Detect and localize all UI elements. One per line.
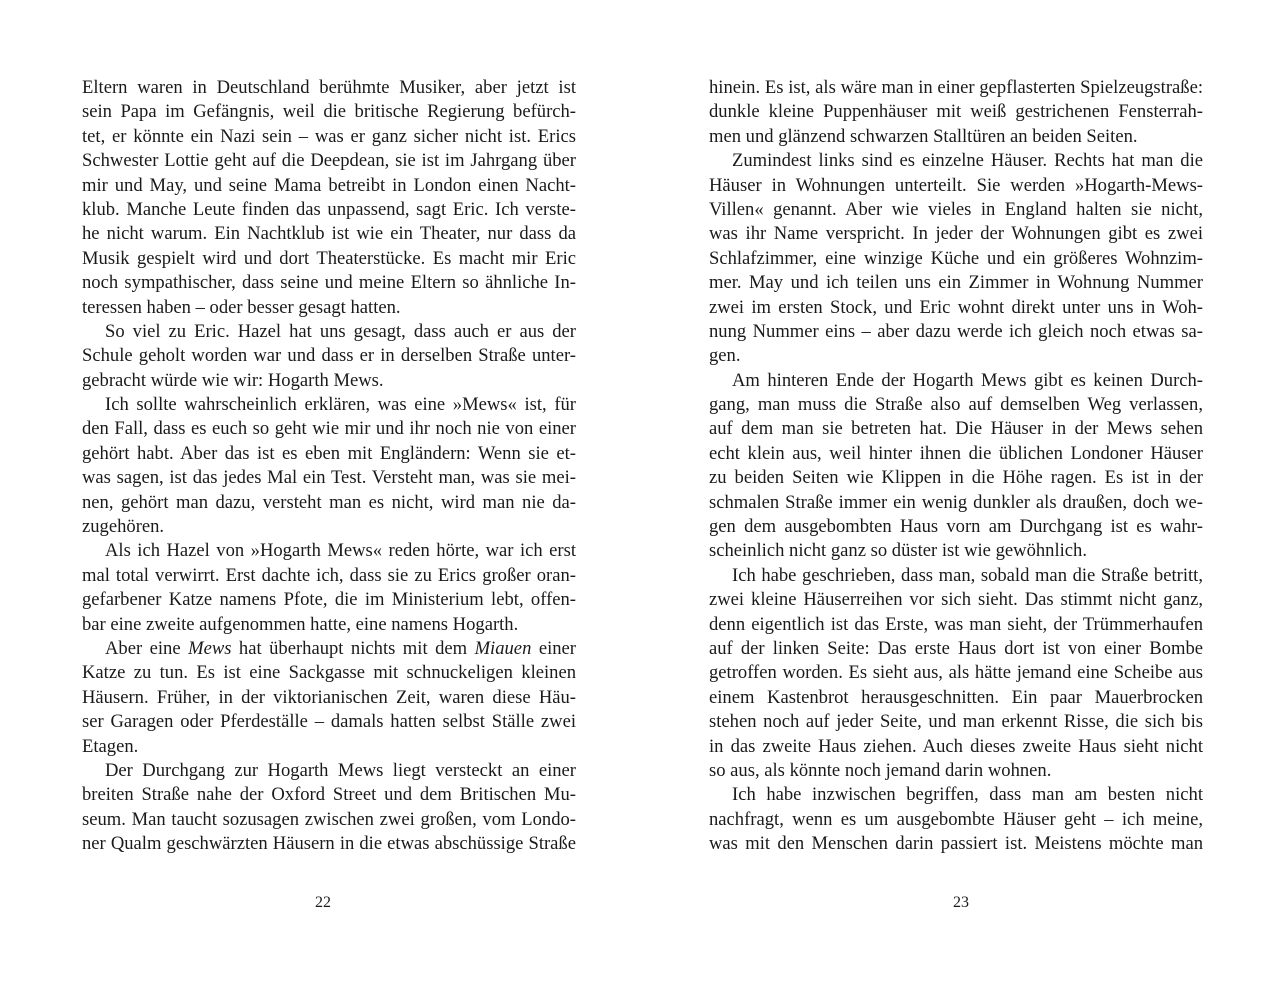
text-line: stehen noch auf jeder Seite, und man erkennt Risse, die sich bis	[709, 711, 1203, 733]
text-line: tet, er könnte ein Nazi sein – was er ganz sicher nicht ist. Erics	[82, 125, 576, 147]
text-line: Der Durchgang zur Hogarth Mews liegt versteckt an einer	[105, 759, 576, 781]
text-line: So viel zu Eric. Hazel hat uns gesagt, dass auch er aus der	[105, 320, 576, 342]
right-page-text	[709, 76, 1203, 857]
text-line: Ich habe geschrieben, dass man, sobald man die Straße betritt,	[732, 564, 1203, 586]
text-line: Am hinteren Ende der Hogarth Mews gibt es keinen Durch-	[732, 369, 1203, 391]
text-line: zugehören.	[82, 516, 165, 538]
text-line: zwei kleine Häuserreihen vor sich sieht. Das stimmt nicht ganz,	[709, 589, 1203, 611]
text-line: schmalen Straße immer ein wenig dunkler als draußen, doch we-	[709, 491, 1203, 513]
text-line: Katze zu tun. Es ist eine Sackgasse mit schnuckeligen kleinen	[82, 662, 576, 684]
text-line: gebracht würde wie wir: Hogarth Mews.	[82, 369, 384, 391]
text-line: Etagen.	[82, 735, 139, 757]
text-line: Ich sollte wahrscheinlich erklären, was eine »Mews« ist, für	[105, 394, 576, 416]
text-line: Häuser in Wohnungen unterteilt. Sie werden »Hogarth-Mews-	[709, 174, 1203, 196]
text-line: einem Kastenbrot herausgeschnitten. Ein paar Mauerbrocken	[709, 686, 1203, 708]
italic-word: Miauen	[474, 637, 532, 659]
text-line: gehört habt. Aber das ist es eben mit Engländern: Wenn sie et-	[82, 442, 576, 464]
text-line: breiten Straße nahe der Oxford Street und dem Britischen Mu-	[82, 784, 576, 806]
text-line: klub. Manche Leute finden das unpassend, sagt Eric. Ich verste-	[82, 198, 576, 220]
text-line: bar eine zweite aufgenommen hatte, eine namens Hogarth.	[82, 613, 519, 635]
text-line: ner Qualm geschwärzten Häusern in die etwas abschüssige Straße	[82, 833, 576, 855]
text-line: scheinlich nicht ganz so düster ist wie gewöhnlich.	[709, 540, 1087, 562]
text-line: he nicht warum. Ein Nachtklub ist wie ein Theater, nur dass da	[82, 223, 576, 245]
text-line: Als ich Hazel von »Hogarth Mews« reden hörte, war ich erst	[105, 540, 576, 562]
text-line: in das zweite Haus ziehen. Auch dieses zweite Haus sieht nicht	[709, 735, 1203, 757]
text-line: Schule geholt worden war und dass er in derselben Straße unter-	[82, 345, 576, 367]
text-line: Villen« genannt. Aber wie vieles in England halten sie nicht,	[709, 198, 1203, 220]
text-line: hinein. Es ist, als wäre man in einer gepflasterten Spielzeugstraße:	[709, 77, 1203, 98]
left-page-text	[82, 76, 576, 857]
text-line: auf dem man sie betreten hat. Die Häuser in der Mews sehen	[709, 418, 1203, 440]
text-line: teressen haben – oder besser gesagt hatten.	[82, 296, 401, 318]
text-line: Eltern waren in Deutschland berühmte Musiker, aber jetzt ist	[82, 77, 576, 98]
text-line: den Fall, dass es euch so geht wie mir und ihr noch nie von einer	[82, 418, 576, 440]
text-line: noch sympathischer, dass seine und meine Eltern so ähnliche In-	[82, 272, 576, 294]
text-line: mal total verwirrt. Erst dachte ich, dass sie zu Erics großer oran-	[82, 564, 576, 586]
text-line: Ich habe inzwischen begriffen, dass man am besten nicht	[732, 784, 1203, 806]
text-fragment: hat überhaupt nichts mit dem	[231, 637, 475, 659]
text-line: Musik gespielt wird und dort Theaterstücke. Es macht mir Eric	[82, 247, 576, 269]
text-line: ser Garagen oder Pferdeställe – damals hatten selbst Ställe zwei	[82, 711, 576, 733]
text-line: zu beiden Seiten wie Klippen in die Höhe ragen. Es ist in der	[709, 467, 1203, 489]
text-line: men und glänzend schwarzen Stalltüren an beiden Seiten.	[709, 125, 1138, 147]
text-line: nung Nummer eins – aber dazu werde ich gleich noch etwas sa-	[709, 320, 1203, 342]
text-line: nen, gehört man dazu, versteht man es nicht, wird man nie da-	[82, 491, 576, 513]
text-line: Schlafzimmer, eine winzige Küche und ein größeres Wohnzim-	[709, 247, 1203, 269]
text-line: nachfragt, wenn es um ausgebombte Häuser geht – ich meine,	[709, 808, 1203, 830]
italic-word: Mews	[188, 637, 232, 659]
text-line: getroffen worden. Es sieht aus, als hätte jemand eine Scheibe aus	[709, 662, 1203, 684]
text-fragment: Aber eine	[105, 637, 189, 659]
text-line: was ihr Name verspricht. In jeder der Wohnungen gibt es zwei	[709, 223, 1203, 245]
text-line: was mit den Menschen darin passiert ist. Meistens möchte man	[709, 833, 1203, 855]
page-number-left: 22	[315, 894, 331, 911]
text-line: zwei im ersten Stock, und Eric wohnt direkt unter uns in Woh-	[709, 296, 1203, 318]
page-number-right: 23	[953, 894, 969, 911]
text-fragment: einer	[531, 637, 577, 659]
text-line: echt klein aus, weil hinter ihnen die üblichen Londoner Häuser	[709, 442, 1203, 464]
text-line: Schwester Lottie geht auf die Deepdean, sie ist im Jahrgang über	[82, 150, 576, 172]
text-line: Häusern. Früher, in der viktorianischen Zeit, waren diese Häu-	[82, 686, 576, 708]
text-line: gang, man muss die Straße also auf demselben Weg verlassen,	[709, 394, 1203, 416]
text-line: auf der linken Seite: Das erste Haus dort ist von einer Bombe	[709, 637, 1203, 659]
text-line: Zumindest links sind es einzelne Häuser. Rechts hat man die	[732, 150, 1203, 172]
text-line: seum. Man taucht sozusagen zwischen zwei großen, vom Londo-	[82, 808, 576, 830]
text-line: gen.	[709, 345, 741, 367]
text-line: denn eigentlich ist das Erste, was man sieht, der Trümmerhaufen	[709, 613, 1203, 635]
text-line: so aus, als könnte noch jemand darin wohnen.	[709, 759, 1052, 781]
text-line: was sagen, ist das jedes Mal ein Test. Versteht man, was sie mei-	[82, 467, 576, 489]
text-line: dunkle kleine Puppenhäuser mit weiß gestrichenen Fensterrah-	[709, 101, 1203, 123]
text-line: gefarbener Katze namens Pfote, die im Ministerium lebt, offen-	[82, 589, 576, 611]
text-line: sein Papa im Gefängnis, weil die britische Regierung befürch-	[82, 101, 576, 123]
text-line: mir und May, und seine Mama betreibt in London einen Nacht-	[82, 174, 576, 196]
text-line: mer. May und ich teilen uns ein Zimmer in Wohnung Nummer	[709, 272, 1203, 294]
text-line	[82, 637, 576, 661]
text-line: gen dem ausgebombten Haus vorn am Durchgang ist es wahr-	[709, 516, 1203, 538]
